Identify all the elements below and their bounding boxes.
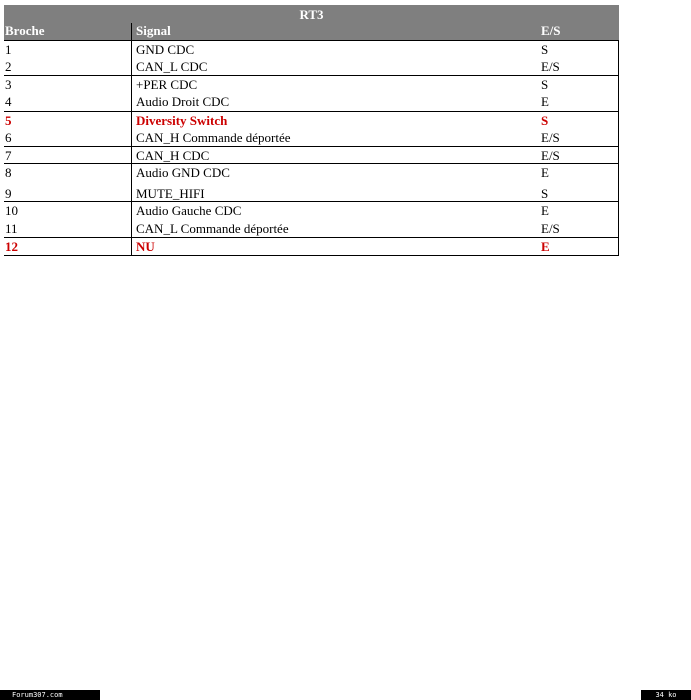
signal-name: Audio Gauche CDC [136, 203, 242, 218]
signal-name: NU [136, 239, 155, 254]
row-divider [4, 111, 619, 112]
signal-name: Diversity Switch [136, 113, 228, 128]
table-row [4, 41, 619, 59]
pin-number: 8 [5, 165, 12, 180]
signal-name: MUTE_HIFI [136, 186, 205, 201]
table-row [4, 220, 619, 238]
footer-site-label: Forum307.com [0, 690, 100, 700]
pin-number: 5 [5, 113, 12, 128]
pin-number: 10 [5, 203, 18, 218]
io-direction: E/S [541, 130, 560, 145]
signal-name: CAN_H Commande déportée [136, 130, 291, 145]
pin-number: 11 [5, 221, 18, 236]
row-divider [4, 201, 619, 202]
row-divider [4, 146, 619, 147]
table-row-highlighted [4, 112, 619, 130]
pin-number: 4 [5, 94, 12, 109]
io-direction: E [541, 203, 549, 218]
table-row [4, 202, 619, 220]
pin-number: 2 [5, 59, 12, 74]
signal-name: Audio Droit CDC [136, 94, 230, 109]
pin-number: 9 [5, 186, 12, 201]
io-direction: E/S [541, 221, 560, 236]
io-direction: S [541, 186, 549, 201]
row-divider [4, 75, 619, 76]
pin-number: 1 [5, 42, 12, 57]
io-direction: E [541, 239, 550, 254]
io-direction: S [541, 42, 549, 57]
column-divider [131, 23, 132, 255]
io-direction: E [541, 94, 549, 109]
signal-name: CAN_L CDC [136, 59, 208, 74]
table-row [4, 76, 619, 94]
table-bottom-border [4, 255, 619, 256]
io-direction: S [541, 113, 549, 128]
footer-size-label: 34 ko [641, 690, 691, 700]
signal-name: GND CDC [136, 42, 195, 57]
column-header-signal: Signal [136, 23, 171, 38]
io-direction: E/S [541, 148, 560, 163]
table-row-highlighted [4, 238, 619, 256]
signal-name: Audio GND CDC [136, 165, 230, 180]
table-row [4, 58, 619, 76]
table-row [4, 93, 619, 111]
io-direction: S [541, 77, 549, 92]
table-header-row [4, 23, 619, 41]
io-direction: E/S [541, 59, 560, 74]
column-header-es: E/S [541, 23, 561, 38]
row-divider [4, 163, 619, 164]
table-row [4, 129, 619, 147]
table-right-edge [618, 40, 619, 255]
row-divider [4, 40, 619, 41]
column-header-broche: Broche [5, 23, 45, 38]
table-row [4, 164, 619, 182]
pin-number: 12 [5, 239, 18, 254]
signal-name: CAN_L Commande déportée [136, 221, 289, 236]
row-divider [4, 237, 619, 238]
signal-name: CAN_H CDC [136, 148, 210, 163]
table-title: RT3 [4, 5, 619, 23]
pin-number: 7 [5, 148, 12, 163]
io-direction: E [541, 165, 549, 180]
pin-number: 6 [5, 130, 12, 145]
signal-name: +PER CDC [136, 77, 198, 92]
pin-number: 3 [5, 77, 12, 92]
